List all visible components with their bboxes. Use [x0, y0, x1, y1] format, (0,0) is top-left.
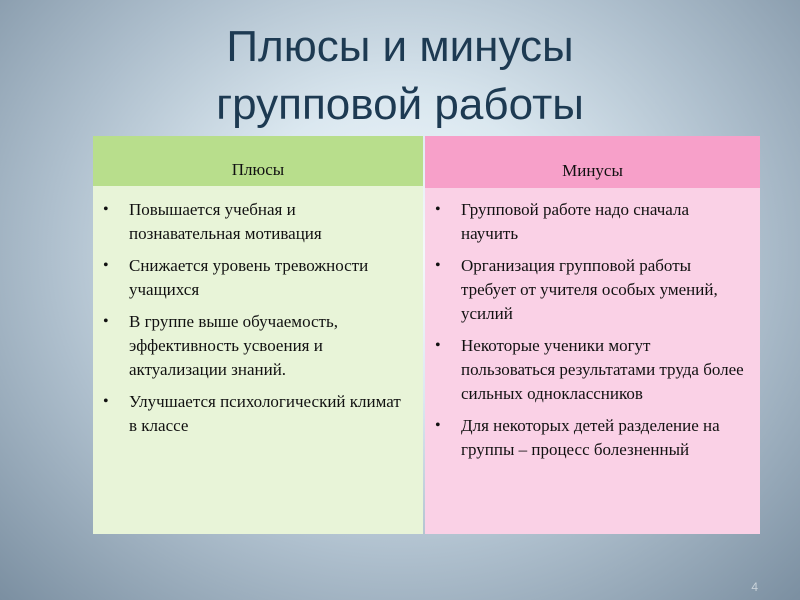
cons-item-text: Групповой работе надо сначала научить [461, 200, 690, 243]
bullet-icon: • [435, 257, 441, 274]
pros-list [93, 186, 423, 438]
pros-column [93, 136, 423, 534]
slide-title-line-2: групповой работы [216, 80, 584, 129]
cons-item [433, 334, 748, 406]
pros-item [101, 390, 411, 438]
cons-item-text: Для некоторых детей разделение на группы – процесс болезненный [461, 416, 720, 459]
pros-item-text: Улучшается психологический климат в классе [129, 392, 401, 435]
cons-item [433, 198, 748, 246]
pros-item [101, 310, 411, 382]
pros-item [101, 254, 411, 302]
cons-item-text: Организация групповой работы требует от учителя особых умений, усилий [461, 256, 718, 323]
bullet-icon: • [435, 417, 441, 434]
cons-item-text: Некоторые ученики могут пользоваться результатами труда более сильных одноклассников [461, 336, 744, 403]
page-number: 4 [751, 580, 758, 594]
slide-title-line-1: Плюсы и минусы [226, 22, 574, 71]
pros-item-text: Повышается учебная и познавательная мотивация [129, 200, 322, 243]
bullet-icon: • [103, 201, 109, 218]
cons-list [425, 188, 760, 462]
bullet-icon: • [103, 313, 109, 330]
cons-header: Минусы [425, 136, 760, 188]
cons-item [433, 414, 748, 462]
slide-title [140, 18, 660, 134]
bullet-icon: • [435, 201, 441, 218]
pros-item-text: В группе выше обучаемость, эффективность усвоения и актуализации знаний. [129, 312, 338, 379]
cons-column [425, 136, 760, 534]
bullet-icon: • [103, 257, 109, 274]
cons-item [433, 254, 748, 326]
pros-item-text: Снижается уровень тревожности учащихся [129, 256, 369, 299]
bullet-icon: • [103, 393, 109, 410]
bullet-icon: • [435, 337, 441, 354]
pros-header: Плюсы [93, 136, 423, 186]
pros-item [101, 198, 411, 246]
